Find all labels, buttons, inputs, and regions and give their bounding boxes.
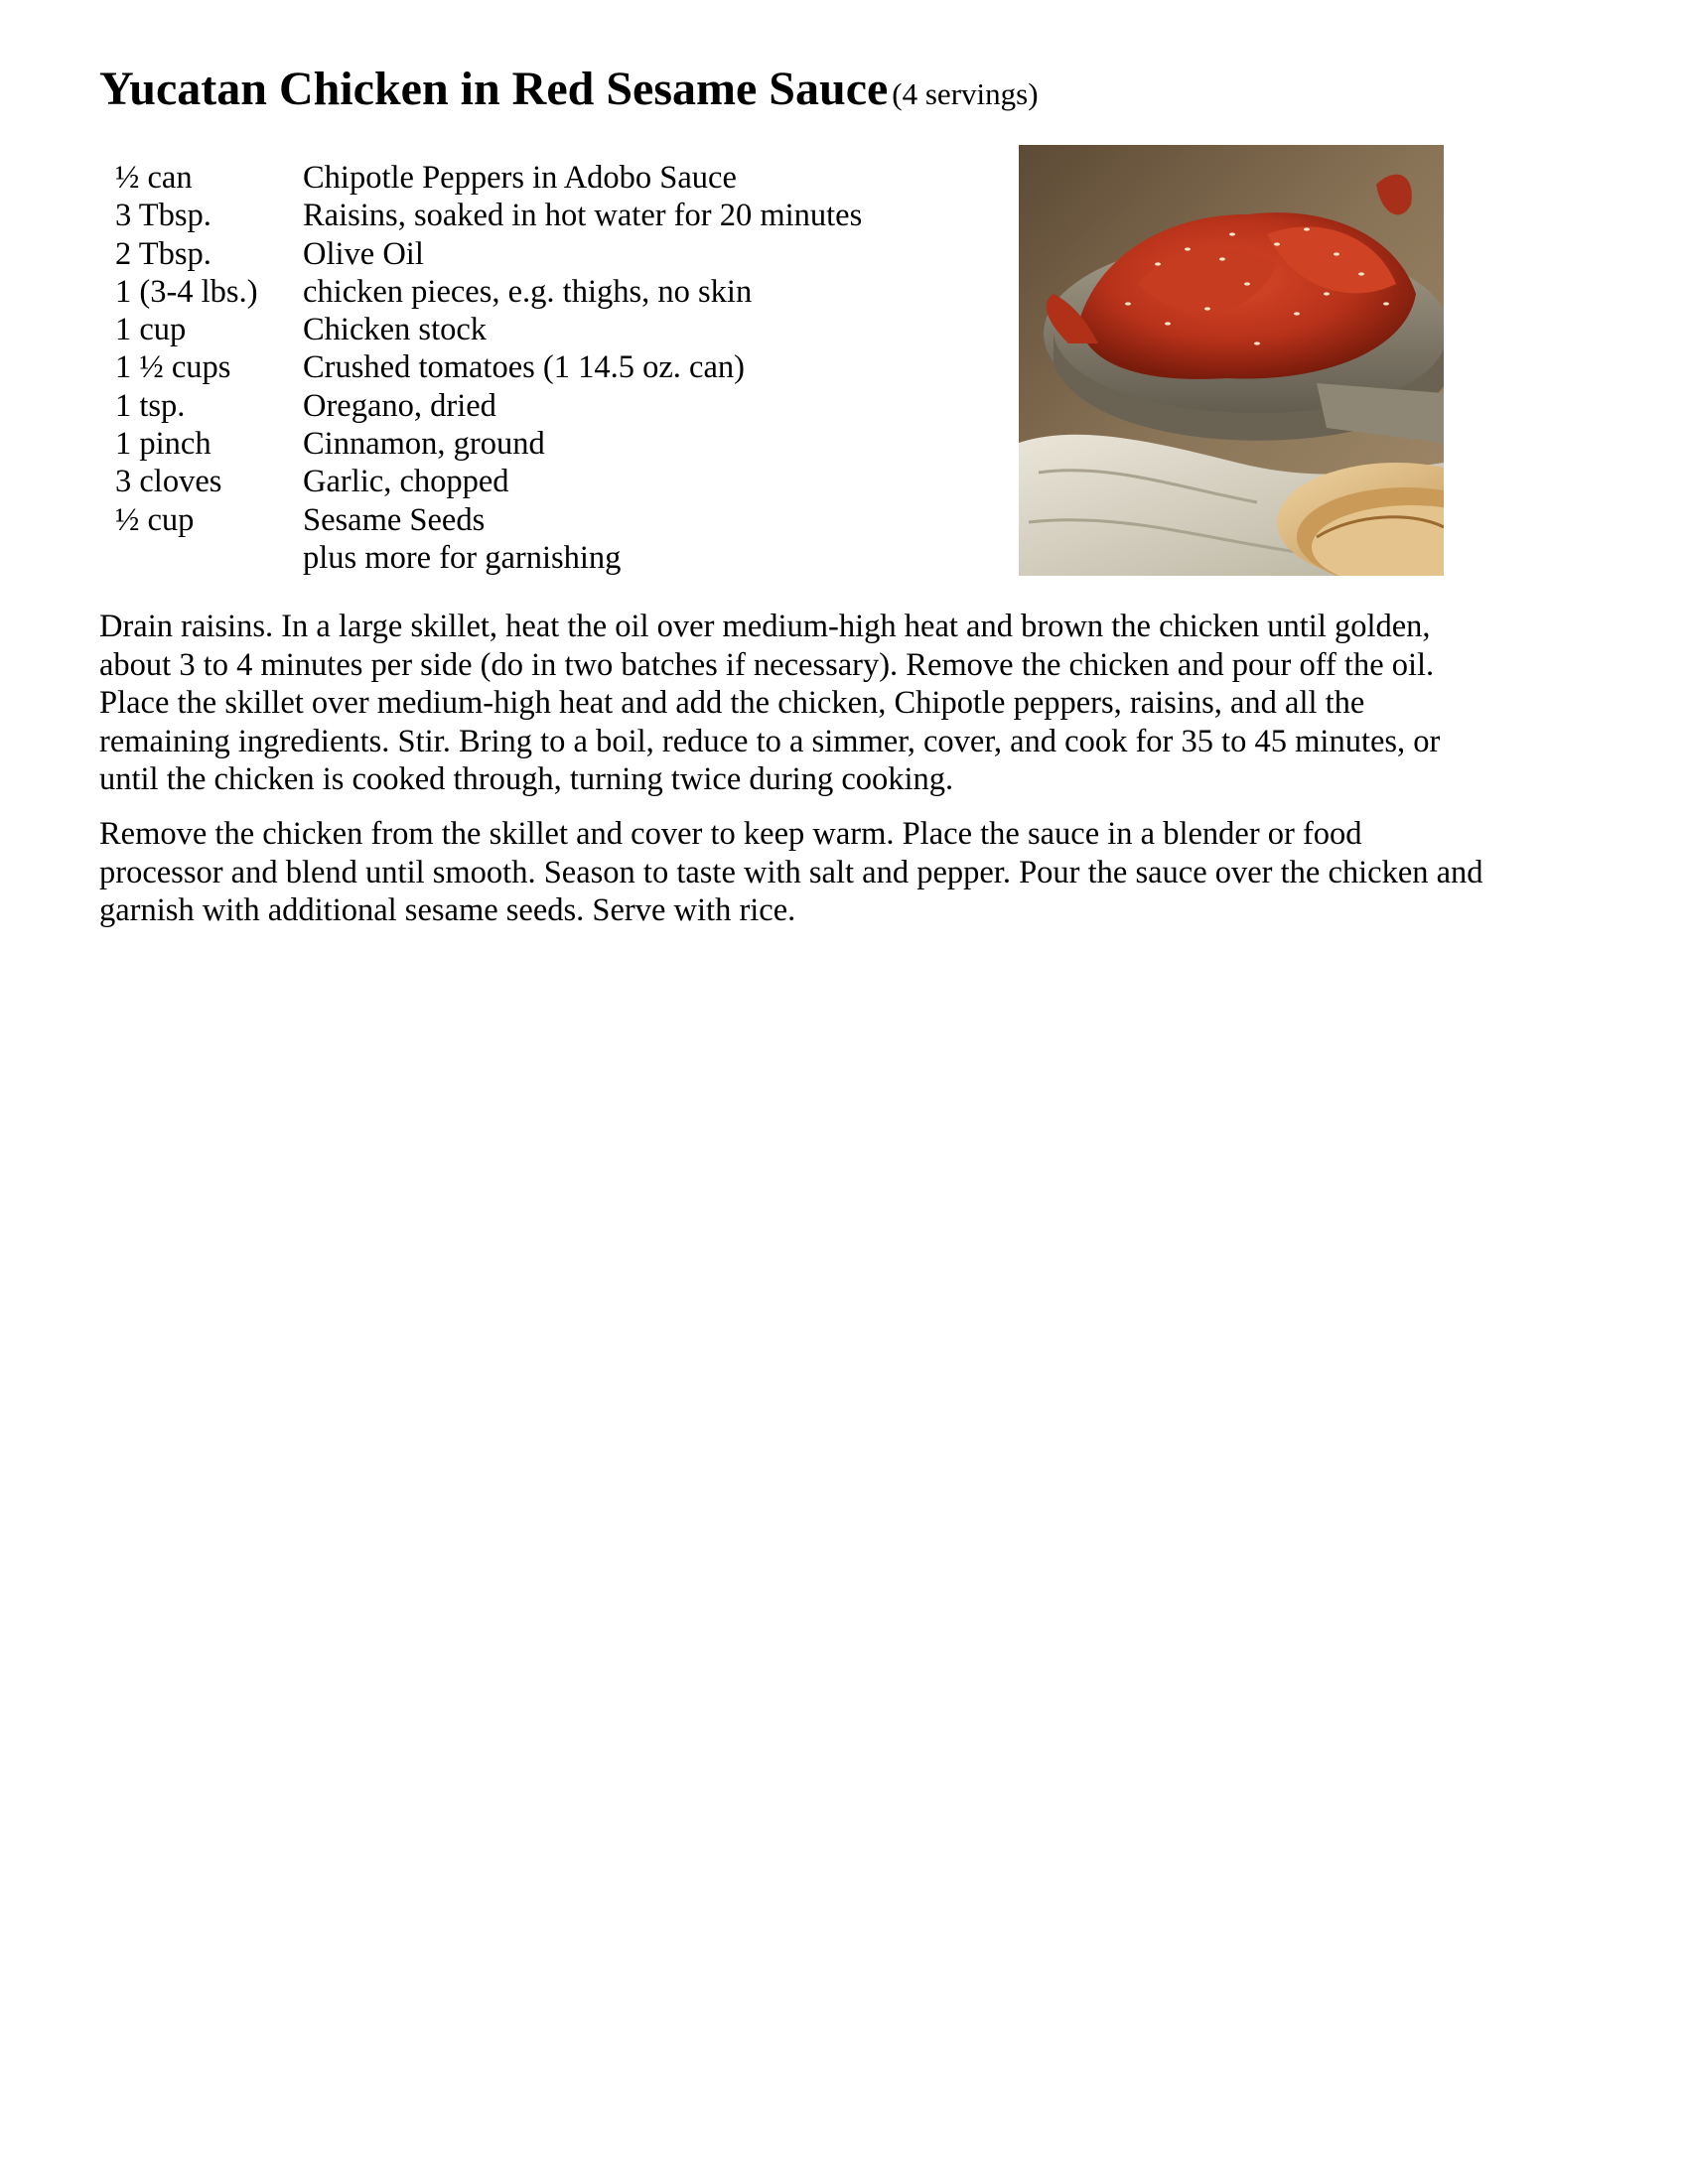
ingredient-row	[115, 425, 862, 463]
ingredient-name: Oregano, dried	[303, 387, 496, 424]
ingredient-name: Cinnamon, ground	[303, 426, 545, 463]
ingredient-name: Olive Oil	[303, 235, 424, 272]
instructions-paragraph-1: Drain raisins. In a large skillet, heat the oil over medium-high heat and brown the chicken until golden, about 3 to 4 minutes per side (do in two batches if necessary). Remove the chicken and pour off the oil. Place the skillet over medium-high heat and add the chicken, Chipotle peppers, raisins, and all the remaining ingredients. Stir. Bring to a boil, reduce to a simmer, cover, and cook for 35 to 45 minutes, or until the chicken is cooked through, turning twice during cooking.	[99, 609, 1441, 797]
ingredient-row	[115, 539, 862, 577]
dish-photo-icon	[1019, 145, 1444, 576]
ingredient-quantity: 3 Tbsp.	[115, 198, 211, 234]
ingredient-name: plus more for garnishing	[303, 539, 622, 576]
ingredient-quantity: 1 pinch	[115, 426, 211, 463]
ingredient-quantity: ½ can	[115, 160, 193, 196]
ingredient-row	[115, 311, 862, 348]
ingredient-list	[115, 159, 862, 577]
ingredient-name: Crushed tomatoes (1 14.5 oz. can)	[303, 349, 745, 386]
ingredient-name: Chicken stock	[303, 312, 488, 348]
ingredient-row	[115, 387, 862, 425]
ingredient-quantity: 2 Tbsp.	[115, 235, 211, 272]
ingredient-name: Raisins, soaked in hot water for 20 minutes	[303, 198, 863, 234]
ingredient-quantity: 1 ½ cups	[115, 349, 231, 386]
ingredient-row	[115, 463, 862, 500]
ingredient-quantity: 3 cloves	[115, 464, 222, 500]
ingredient-row	[115, 273, 862, 311]
ingredient-row	[115, 348, 862, 386]
ingredient-row	[115, 501, 862, 539]
ingredient-name: chicken pieces, e.g. thighs, no skin	[303, 273, 753, 310]
recipe-header	[99, 63, 1039, 115]
ingredient-row	[115, 197, 862, 234]
ingredient-name: Garlic, chopped	[303, 464, 509, 500]
ingredient-name: Chipotle Peppers in Adobo Sauce	[303, 160, 737, 196]
ingredient-row	[115, 235, 862, 273]
instructions-paragraph-2: Remove the chicken from the skillet and cover to keep warm. Place the sauce in a blender or food processor and blend until smooth. Season to taste with salt and pepper. Pour the sauce over the chicken and garnish with additional sesame seeds. Serve with rice.	[99, 816, 1483, 928]
recipe-title: Yucatan Chicken in Red Sesame Sauce	[99, 63, 889, 115]
ingredient-quantity: ½ cup	[115, 501, 195, 538]
servings-note: (4 servings)	[892, 76, 1039, 111]
ingredient-row	[115, 159, 862, 197]
ingredient-quantity	[115, 539, 303, 577]
ingredient-quantity: 1 tsp.	[115, 387, 186, 424]
ingredient-quantity: 1 (3-4 lbs.)	[115, 273, 258, 310]
ingredient-quantity: 1 cup	[115, 312, 187, 348]
dish-photo	[1019, 145, 1444, 576]
ingredient-name: Sesame Seeds	[303, 501, 486, 538]
